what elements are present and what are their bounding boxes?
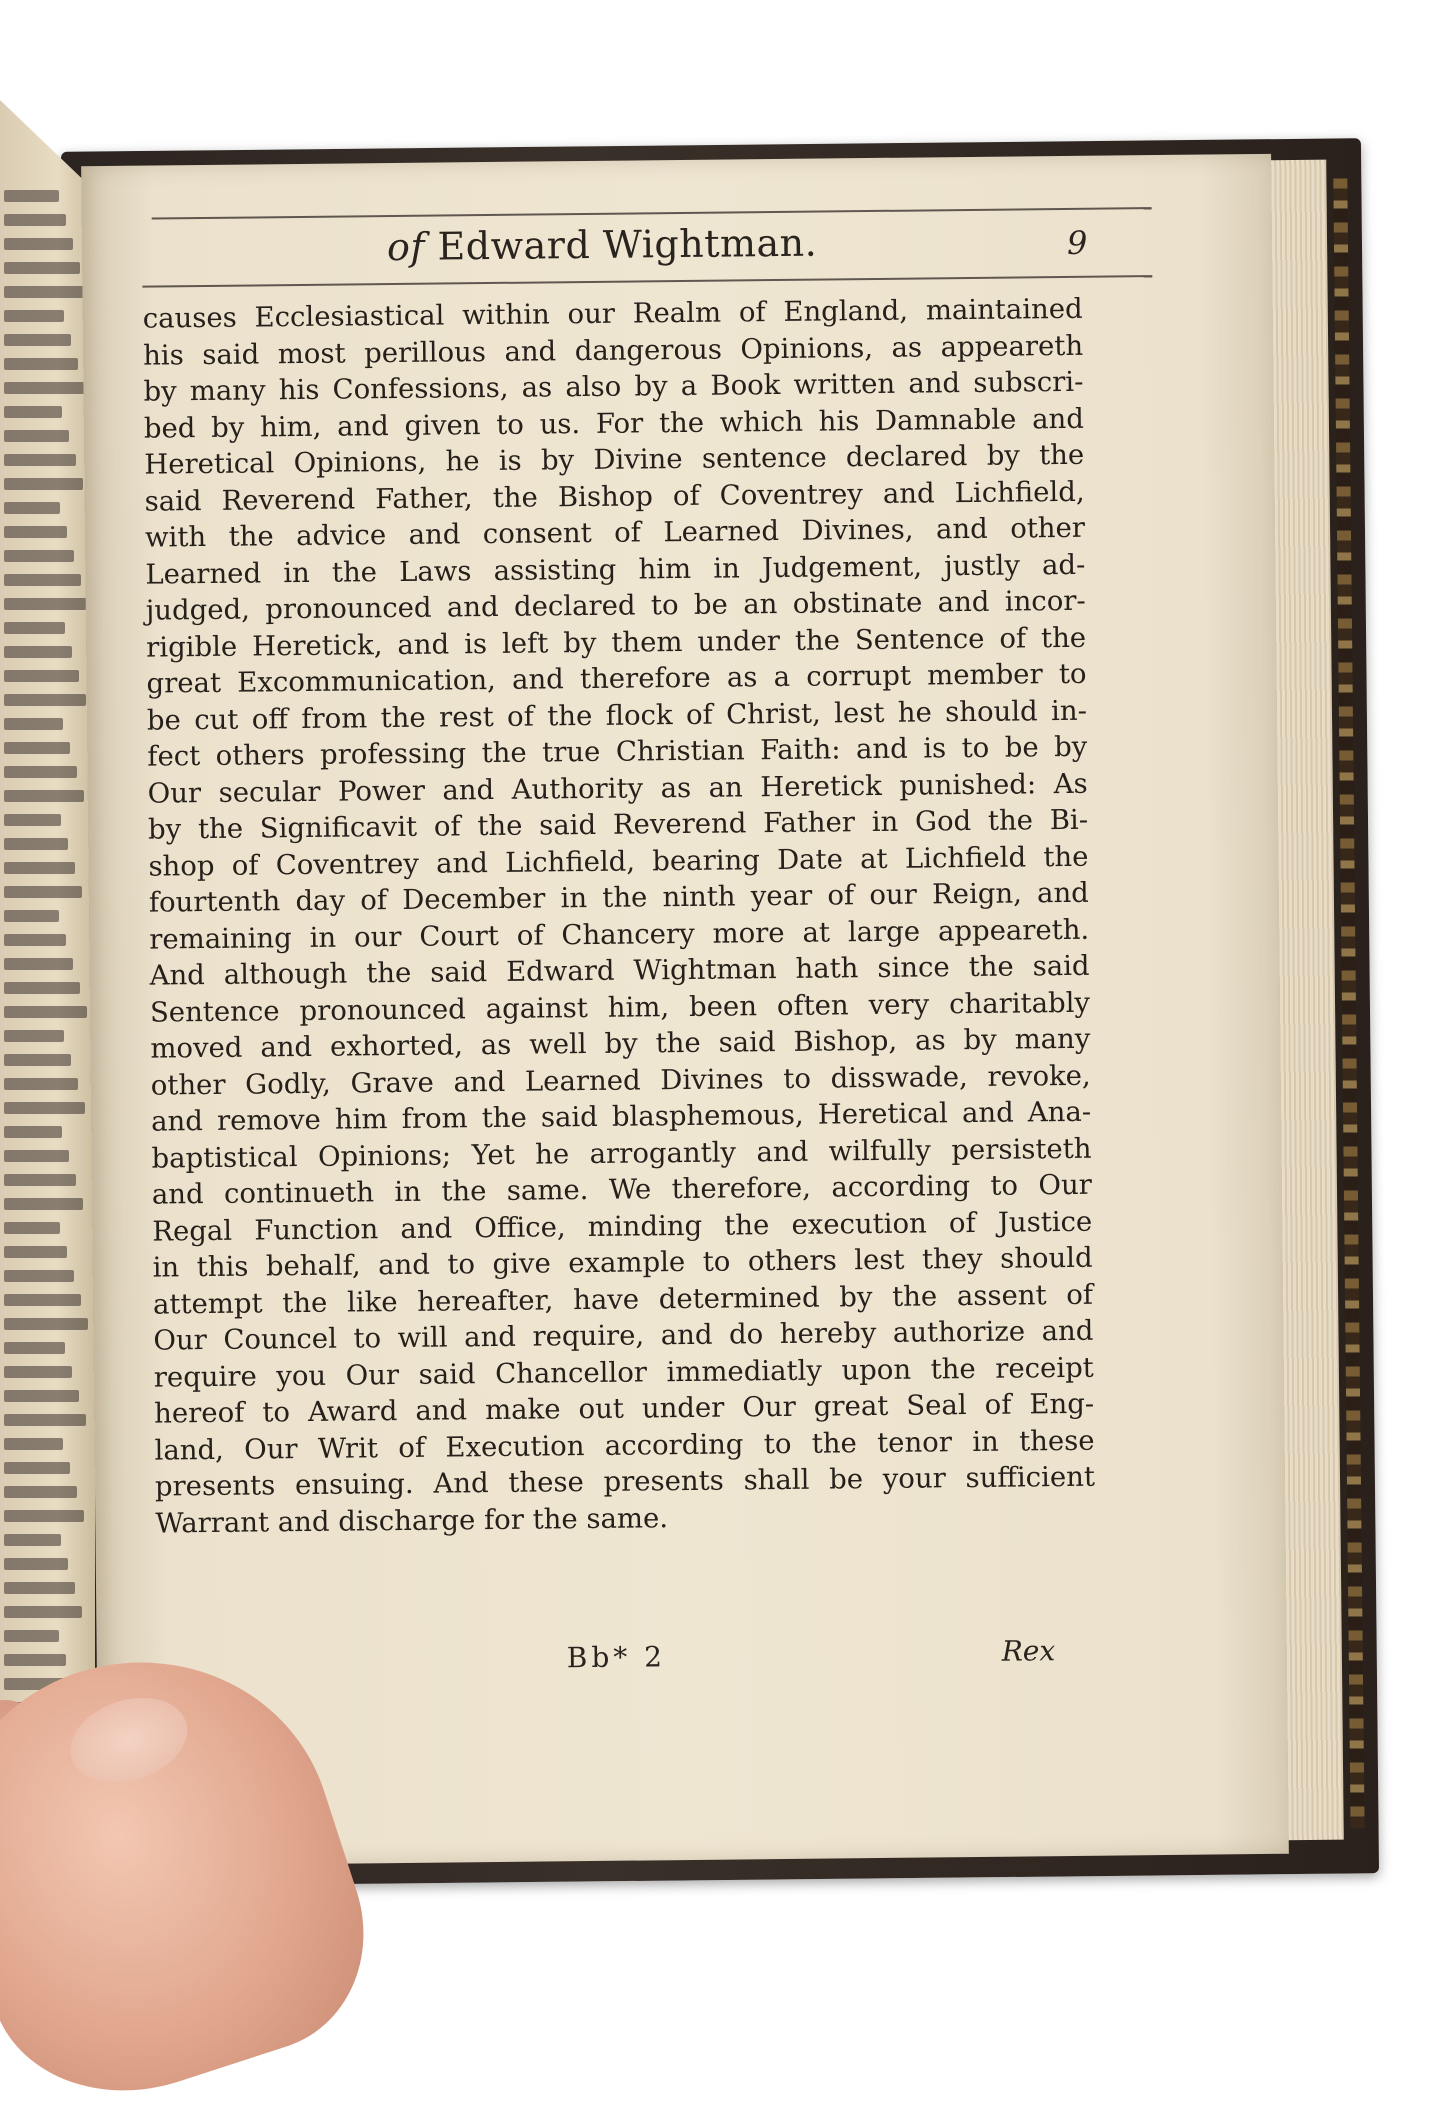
left-page-text-line [4,1054,71,1066]
body-line: hereof to Award and make out under Our great Seal of Eng- [154,1387,1095,1430]
body-line: presents ensuing. And these presents shall be your sufficient [154,1460,1096,1503]
catchword: Rex [1001,1634,1056,1668]
left-page-text-line [4,934,66,946]
left-page-text-line [4,286,87,298]
body-line: Warrant and discharge for the same. [155,1501,669,1540]
page-number: 9 [1066,223,1088,262]
body-line: causes Ecclesiastical within our Realm of England, maintained [142,292,1083,335]
book-page [81,154,1289,1866]
body-line: and remove him from the said blasphemous, Heretical and Ana- [150,1095,1092,1138]
left-page-text-line [4,1318,88,1330]
left-page-text-line [4,262,80,274]
left-page-text-line [4,790,84,802]
body-text [143,291,1096,1542]
running-head-prefix: of [386,224,426,270]
left-page-text-line [4,1534,61,1546]
left-page-text-line [4,1510,84,1522]
left-page-text-line [4,1606,82,1618]
body-line: by many his Confessions, as also by a Book written and subscri- [143,365,1084,408]
left-page-text-line [4,670,79,682]
body-line: said Reverend Father, the Bishop of Coventrey and Lichfield, [144,475,1085,518]
body-line: his said most perillous and dangerous Opinions, as appeareth [142,329,1084,372]
left-page-text-line [4,1006,87,1018]
left-page-text-line [4,1462,70,1474]
left-page-text-line [4,1294,81,1306]
finger-nail [59,1684,198,1797]
left-page-text-line [4,1654,66,1666]
body-line: require you Our said Chancellor immediatly upon the receipt [153,1351,1094,1394]
body-line: And although the said Edward Wightman hath since the said [149,949,1090,992]
left-page-text-line [4,1558,68,1570]
body-line: bed by him, and given to us. For the which his Damnable and [143,402,1084,445]
body-line: Learned in the Laws assisting him in Judgement, justly ad- [145,548,1086,591]
left-page-text-line [4,310,64,322]
left-page-text-line [4,646,72,658]
left-page-text-line [4,190,59,202]
left-page-text-line [4,1342,65,1354]
running-head-title: Edward Wightman. [437,220,818,269]
left-page-text-line [4,838,68,850]
left-page-text-line [4,1414,86,1426]
body-line: in this behalf, and to give example to others lest they should [152,1241,1093,1284]
left-page-text-line [4,1198,83,1210]
body-line: great Excommunication, and therefore as a corrupt member to [146,657,1087,700]
left-page-text-line [4,550,74,562]
body-line: remaining in our Court of Chancery more at large appeareth. [149,913,1090,956]
left-page-text-line [4,574,81,586]
left-page-text-line [4,1126,62,1138]
body-line: with the advice and consent of Learned Divines, and other [144,511,1086,554]
left-page-text-line [4,1582,75,1594]
body-line: baptistical Opinions; Yet he arrogantly and wilfully persisteth [151,1132,1092,1175]
left-page-text-line [4,1102,85,1114]
left-page-text-line [4,1030,64,1042]
body-line: attempt the like hereafter, have determined by the assent of [152,1278,1094,1321]
left-page-text-line [4,214,66,226]
body-line: by the Significavit of the said Reverend Father in God the Bi- [147,803,1089,846]
left-page-text-line [4,382,85,394]
left-page-text-line [4,526,67,538]
left-page-fragment [0,100,95,1920]
body-line: moved and exhorted, as well by the said Bishop, as by many [150,1022,1091,1065]
body-line: rigible Heretick, and is left by them under the Sentence of the [146,621,1087,664]
left-page-text-line [4,238,73,250]
body-line: shop of Coventrey and Lichfield, bearing Date at Lichfield the [148,840,1089,883]
left-page-text-line [4,1366,72,1378]
left-page-text-line [4,1246,67,1258]
left-page-text-line [4,1222,60,1234]
left-page-text-line [4,430,69,442]
body-line: Our secular Power and Authority as an Heretick punished: As [147,767,1088,810]
left-page-text-line [4,358,78,370]
body-line: fect others professing the true Christian Faith: and is to be by [147,730,1088,773]
left-page-text-line [4,766,77,778]
body-line: other Godly, Grave and Learned Divines to disswade, revoke, [150,1059,1091,1102]
body-line: Heretical Opinions, he is by Divine sentence declared by the [144,438,1085,481]
left-page-text-line [4,334,71,346]
left-page-text-line [4,814,61,826]
running-head [387,221,818,270]
left-page-text-line [4,886,82,898]
left-page-text-line [4,862,75,874]
left-page-text-line [4,622,65,634]
left-page-text-line [4,1438,63,1450]
left-page-text-line [4,454,76,466]
body-line: judged, pronounced and declared to be an obstinate and incor- [145,584,1086,627]
left-page-text-line [4,910,59,922]
left-page-text-line [4,406,62,418]
left-page-text-line [4,694,86,706]
left-page-text-line [4,1150,69,1162]
left-page-text-line [4,598,88,610]
left-page-text-line [4,478,83,490]
left-page-text-line [4,742,70,754]
body-line: Regal Function and Office, minding the execution of Justice [152,1205,1093,1248]
left-page-text-line [4,1486,77,1498]
left-page-text-line [4,1174,76,1186]
left-page-text-line [4,718,63,730]
left-page-text-line [4,1078,78,1090]
header-rule-bottom [142,275,1152,288]
left-page-text-line [4,1390,79,1402]
left-page-text-line [4,958,73,970]
signature-mark: Bb* 2 [566,1640,667,1675]
left-page-text-line [4,1630,59,1642]
header-rule-top [152,207,1152,219]
body-line: Sentence pronounced against him, been often very charitably [149,986,1091,1029]
left-page-text-line [4,502,60,514]
body-line: land, Our Writ of Execution according to the tenor in these [154,1424,1095,1467]
body-line: be cut off from the rest of the flock of Christ, lest he should in- [146,694,1088,737]
body-line: Our Councel to will and require, and do hereby authorize and [153,1314,1094,1357]
left-page-text-line [4,982,80,994]
left-page-text-line [4,1270,74,1282]
body-line: and continueth in the same. We therefore, according to Our [151,1168,1093,1211]
body-line: fourtenth day of December in the ninth year of our Reign, and [148,876,1089,919]
